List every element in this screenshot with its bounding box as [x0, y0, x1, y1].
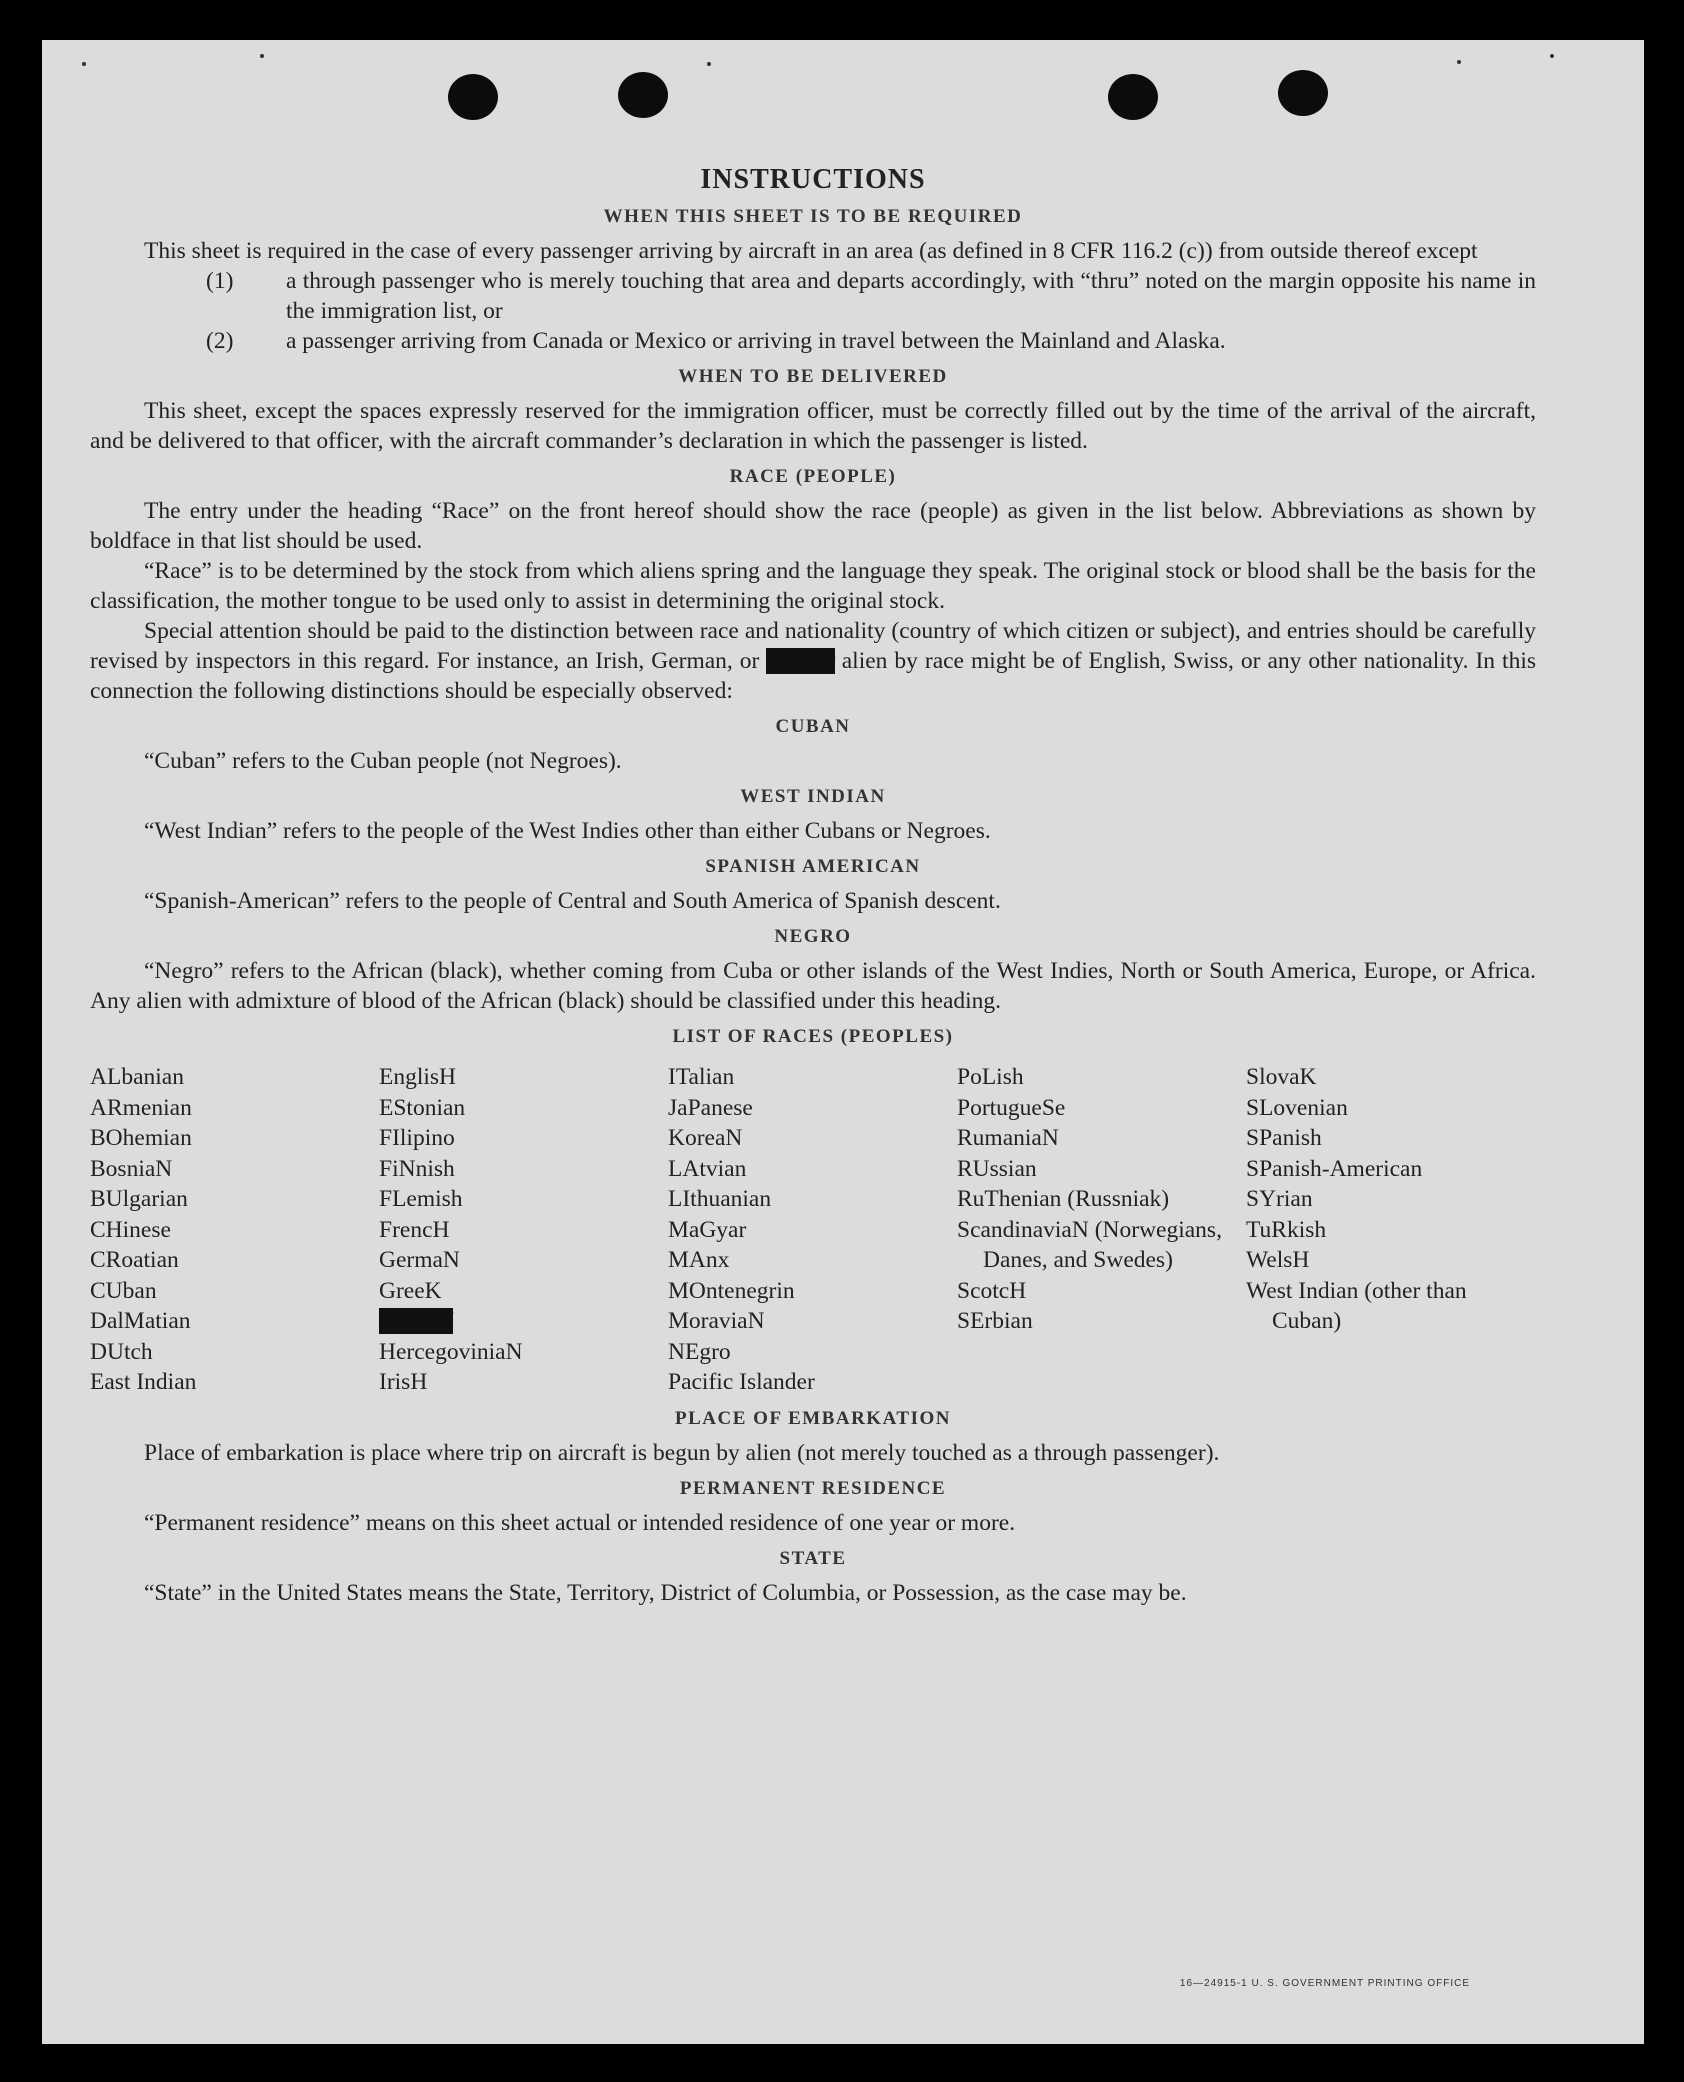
- section-heading: WHEN TO BE DELIVERED: [678, 366, 948, 387]
- punch-hole: [448, 74, 498, 120]
- race-entry: CRoatian: [90, 1247, 179, 1273]
- speck: [1457, 60, 1461, 64]
- paragraph: “Spanish-American” refers to the people of Central and South America of Spanish descent.: [144, 888, 1001, 914]
- races-column: [957, 1062, 1246, 1398]
- race-entry: KoreaN: [668, 1125, 743, 1151]
- printer-imprint: 16—24915-1 U. S. GOVERNMENT PRINTING OFFICE: [1179, 1978, 1470, 1989]
- race-entry: West Indian (other than Cuban): [1246, 1277, 1467, 1334]
- section-heading: RACE (PEOPLE): [729, 466, 897, 487]
- race-entry: SLovenian: [1246, 1094, 1348, 1121]
- race-entry: ScotcH: [957, 1277, 1027, 1304]
- struck-word: HebreW: [379, 1308, 453, 1334]
- race-entry: EStonian: [379, 1094, 466, 1121]
- speck: [82, 62, 86, 66]
- section-heading: PERMANENT RESIDENCE: [679, 1477, 947, 1499]
- section-heading: WEST INDIAN: [740, 786, 886, 807]
- race-entry: RUssian: [957, 1155, 1037, 1182]
- section-heading: PLACE OF EMBARKATION: [675, 1407, 951, 1429]
- section-heading: NEGRO: [774, 926, 852, 947]
- race-entry: Pacific Islander: [668, 1369, 815, 1395]
- race-entry: IrisH: [379, 1369, 428, 1395]
- races-column: [379, 1062, 668, 1398]
- race-entry: FLemish: [379, 1186, 463, 1212]
- race-entry: FrencH: [379, 1216, 450, 1243]
- paragraph: This sheet, except the spaces expressly reserved for the immigration officer, must be correctly filled out by the time of the arrival of the aircraft, and be delivered to that officer, with the aircraft commander’s declaration in which the passenger is listed.: [90, 398, 1536, 454]
- paragraph-text: alien by race might be of English, Swiss, or any other nationality. In this connection the following distinctions should be especially observed:: [90, 648, 1536, 704]
- race-entry: PoLish: [957, 1064, 1024, 1090]
- race-entry: BOhemian: [90, 1125, 192, 1151]
- race-entry: TuRkish: [1246, 1216, 1327, 1243]
- paragraph: This sheet is required in the case of every passenger arriving by aircraft in an area (as defined in 8 CFR 116.2 (c)) from outside thereof except: [144, 238, 1478, 264]
- paragraph: “West Indian” refers to the people of the West Indies other than either Cubans or Negroes.: [144, 818, 991, 844]
- race-entry: ARmenian: [90, 1094, 192, 1121]
- paragraph-text: Special attention should be paid to the distinction between race and nationality (country of which citizen or subject), and entries should be carefully revised by inspectors in this regard. For instance, an Irish, German, or: [90, 618, 1536, 674]
- race-entry: ScandinaviaN (Norwegians, Danes, and Swedes): [957, 1216, 1222, 1273]
- race-entry: BosniaN: [90, 1155, 173, 1182]
- paragraph: “State” in the United States means the State, Territory, District of Columbia, or Possession, as the case may be.: [144, 1579, 1187, 1606]
- punch-hole: [618, 72, 668, 118]
- race-entry: DalMatian: [90, 1308, 191, 1334]
- race-entry: WelsH: [1246, 1247, 1310, 1273]
- race-entry: MAnx: [668, 1247, 730, 1273]
- race-entry: PortugueSe: [957, 1094, 1066, 1121]
- race-entry: LIthuanian: [668, 1186, 772, 1212]
- list-item: [90, 266, 1536, 326]
- race-entry: SlovaK: [1246, 1064, 1317, 1090]
- races-list: [90, 1062, 1536, 1398]
- section-heading: CUBAN: [775, 716, 851, 737]
- race-entry: EnglisH: [379, 1064, 457, 1090]
- race-entry: MoraviaN: [668, 1308, 765, 1334]
- races-column: [668, 1062, 957, 1398]
- race-entry: GermaN: [379, 1247, 460, 1273]
- race-entry: SPanish-American: [1246, 1155, 1423, 1182]
- paragraph: “Race” is to be determined by the stock from which aliens spring and the language they speak. The original stock or blood shall be the basis for the classification, the mother tongue to be used only to assist in determining the original stock.: [90, 558, 1536, 614]
- race-entry: DUtch: [90, 1338, 153, 1365]
- punch-hole: [1108, 74, 1158, 120]
- race-entry: MaGyar: [668, 1216, 747, 1243]
- race-entry: FIlipino: [379, 1125, 455, 1151]
- paragraph: “Cuban” refers to the Cuban people (not Negroes).: [144, 748, 622, 774]
- race-entry: SErbian: [957, 1308, 1033, 1334]
- race-entry: LAtvian: [668, 1155, 747, 1182]
- race-entry: GreeK: [379, 1277, 442, 1304]
- section-heading: SPANISH AMERICAN: [705, 856, 921, 877]
- page-title: INSTRUCTIONS: [700, 164, 926, 195]
- race-entry: East Indian: [90, 1369, 197, 1395]
- paragraph: [90, 616, 1536, 706]
- race-entry: MOntenegrin: [668, 1277, 795, 1304]
- speck: [1550, 54, 1554, 58]
- paragraph: “Negro” refers to the African (black), whether coming from Cuba or other islands of the West Indies, North or South America, Europe, or Africa. Any alien with admixture of blood of the African (black) should be classified under this heading.: [90, 958, 1536, 1014]
- list-item-text: a through passenger who is merely touching that area and departs accordingly, with “thru” noted on the margin opposite his name in the immigration list, or: [286, 268, 1536, 324]
- struck-word: Hebrew: [766, 648, 835, 674]
- race-entry: CHinese: [90, 1216, 171, 1243]
- list-item: [90, 326, 1536, 356]
- race-entry: RuThenian (Russniak): [957, 1186, 1170, 1212]
- paragraph: “Permanent residence” means on this sheet actual or intended residence of one year or more.: [144, 1509, 1016, 1536]
- list-item-text: a passenger arriving from Canada or Mexico or arriving in travel between the Mainland and Alaska.: [286, 328, 1226, 354]
- race-entry: SYrian: [1246, 1186, 1313, 1212]
- punch-hole: [1278, 70, 1328, 116]
- speck: [260, 54, 264, 58]
- list-number: (2): [206, 328, 234, 354]
- race-entry: FiNnish: [379, 1155, 455, 1182]
- race-entry-struck: [379, 1306, 668, 1337]
- speck: [707, 62, 711, 66]
- race-entry: SPanish: [1246, 1125, 1322, 1151]
- paragraph: The entry under the heading “Race” on the front hereof should show the race (people) as given in the list below. Abbreviations as shown by boldface in that list should be used.: [90, 498, 1536, 554]
- instructions-content: [90, 164, 1536, 1608]
- race-entry: RumaniaN: [957, 1125, 1059, 1151]
- race-entry: BUlgarian: [90, 1186, 188, 1212]
- paragraph: Place of embarkation is place where trip on aircraft is begun by alien (not merely touched as a through passenger).: [144, 1439, 1220, 1466]
- race-entry: NEgro: [668, 1338, 731, 1365]
- race-entry: JaPanese: [668, 1094, 753, 1121]
- section-heading: LIST OF RACES (PEOPLES): [672, 1026, 954, 1047]
- section-heading: WHEN THIS SHEET IS TO BE REQUIRED: [603, 206, 1023, 227]
- races-column: [90, 1062, 379, 1398]
- race-entry: CUban: [90, 1277, 157, 1304]
- race-entry: HercegoviniaN: [379, 1338, 523, 1365]
- races-column: [1246, 1062, 1535, 1398]
- document-page: [42, 40, 1644, 2044]
- list-number: (1): [206, 268, 234, 294]
- race-entry: ITalian: [668, 1064, 735, 1090]
- race-entry: ALbanian: [90, 1064, 184, 1090]
- section-heading: STATE: [779, 1547, 847, 1569]
